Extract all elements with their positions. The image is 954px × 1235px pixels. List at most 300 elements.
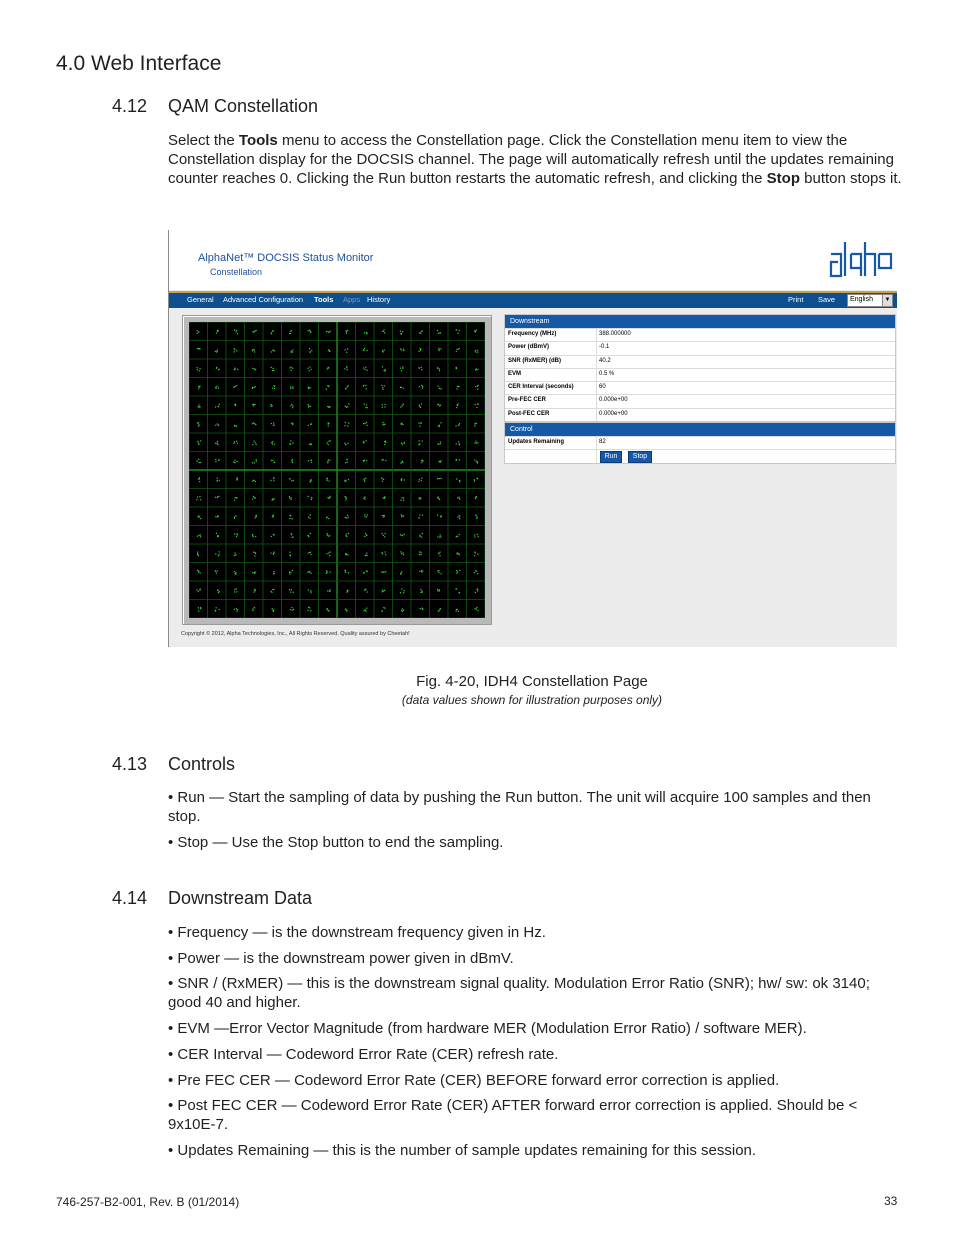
constellation-point <box>344 348 348 353</box>
constellation-point <box>290 367 294 371</box>
language-select[interactable] <box>847 294 893 307</box>
constellation-point <box>438 385 442 389</box>
constellation-point <box>456 348 460 352</box>
list-item: • EVM —Error Vector Magnitude (from hardware MER (Modulation Error Ratio) / software MER). <box>168 1020 807 1037</box>
constellation-point <box>437 330 441 334</box>
constellation-point <box>474 423 477 427</box>
constellation-point <box>382 590 386 593</box>
constellation-point <box>419 570 423 573</box>
constellation-point <box>236 477 238 480</box>
page-number: 33 <box>884 1194 898 1208</box>
constellation-point <box>197 422 200 426</box>
constellation-point <box>216 367 220 370</box>
constellation-point <box>252 386 256 389</box>
constellation-point <box>365 553 368 556</box>
constellation-point <box>455 588 460 593</box>
constellation-point <box>363 440 367 443</box>
constellation-point <box>198 516 202 520</box>
constellation-point <box>272 515 274 518</box>
constellation-point <box>456 478 460 482</box>
constellation-point <box>438 422 442 427</box>
constellation-point <box>289 440 293 445</box>
constellation-point <box>252 459 257 463</box>
constellation-point <box>363 459 367 462</box>
constellation-point <box>253 551 256 556</box>
nav-tools[interactable]: Tools <box>314 295 334 304</box>
constellation-point <box>326 517 329 519</box>
constellation-point <box>382 533 386 538</box>
constellation-point <box>401 442 405 445</box>
constellation-point <box>344 479 349 482</box>
table-row <box>505 394 895 407</box>
constellation-point <box>289 515 293 520</box>
constellation-point <box>383 496 386 499</box>
constellation-point <box>307 571 311 574</box>
constellation-point <box>400 551 404 555</box>
constellation-point <box>364 608 368 612</box>
constellation-point <box>420 589 423 593</box>
constellation-point <box>326 331 331 333</box>
constellation-point <box>400 497 404 501</box>
section-title: Controls <box>168 754 236 774</box>
constellation-point <box>382 349 385 352</box>
constellation-point <box>309 443 312 445</box>
constellation-point <box>270 552 275 555</box>
constellation-point <box>475 515 477 519</box>
language-value: English <box>850 296 873 303</box>
constellation-point <box>252 349 255 353</box>
constellation-point <box>308 460 312 463</box>
table-row <box>505 381 895 394</box>
alpha-logo-icon <box>829 240 893 278</box>
constellation-point <box>437 478 442 479</box>
constellation-display <box>189 322 485 618</box>
downstream-panel <box>504 314 896 422</box>
constellation-point <box>363 497 365 500</box>
list-item: • SNR / (RxMER) — this is the downstream signal quality. Modulation Error Ratio (SNR); hw/ sw: ok 3140; good 40 and higher. <box>168 975 870 1011</box>
constellation-point <box>197 552 199 557</box>
constellation-point <box>400 461 403 464</box>
page-heading: 4.0 Web Interface <box>56 52 222 75</box>
constellation-point <box>420 608 424 611</box>
constellation-point <box>400 387 404 389</box>
constellation-point <box>400 534 405 537</box>
figure-note: (data values shown for illustration purposes only) <box>401 693 663 707</box>
downstream-rows <box>505 328 895 421</box>
nav-general[interactable]: General <box>187 295 214 304</box>
constellation-point <box>326 570 331 574</box>
constellation-point <box>327 440 331 445</box>
constellation-point <box>474 441 478 444</box>
constellation-point <box>475 385 479 390</box>
constellation-point <box>234 533 238 537</box>
constellation-point <box>217 478 220 482</box>
figure-caption: Fig. 4-20, IDH4 Constellation Page <box>416 673 648 690</box>
constellation-point <box>272 608 275 612</box>
constellation-point <box>438 552 441 557</box>
constellation-point <box>307 366 311 371</box>
constellation-point <box>290 386 294 389</box>
constellation-point <box>308 514 311 518</box>
constellation-point <box>215 349 218 352</box>
constellation-point <box>198 477 200 482</box>
row-label: SNR (RxMER) (dB) <box>508 357 561 364</box>
row-value: 40.2 <box>599 357 611 364</box>
table-row <box>505 408 895 421</box>
constellation-point <box>234 348 238 352</box>
constellation-point <box>234 588 237 592</box>
row-value: 0.000e+00 <box>599 410 628 417</box>
constellation-point <box>438 348 441 351</box>
constellation-point <box>309 348 312 353</box>
constellation-point <box>198 404 201 407</box>
constellation-point <box>382 422 385 425</box>
row-label: Frequency (MHz) <box>508 331 557 337</box>
constellation-point <box>290 607 294 611</box>
constellation-point <box>474 329 477 332</box>
nav-apps[interactable]: Apps <box>343 295 361 304</box>
constellation-point <box>418 440 422 445</box>
constellation-point <box>196 588 200 592</box>
constellation-point <box>344 443 348 446</box>
table-row <box>505 436 895 449</box>
constellation-point <box>215 423 219 426</box>
constellation-point <box>382 515 385 518</box>
constellation-point <box>418 367 422 370</box>
row-value: 0.000e+00 <box>599 397 628 404</box>
constellation-point <box>400 571 402 574</box>
constellation-point <box>197 570 201 574</box>
constellation-point <box>197 348 201 350</box>
constellation-point <box>252 534 256 537</box>
constellation-point <box>234 515 237 519</box>
constellation-point <box>252 422 257 425</box>
constellation-point <box>400 367 404 372</box>
constellation-point <box>215 441 218 445</box>
list-item: • Power — is the downstream power given in dBmV. <box>168 950 514 967</box>
constellation-point <box>273 571 275 574</box>
constellation-point <box>327 367 330 370</box>
constellation-point <box>363 570 368 573</box>
constellation-point <box>307 533 311 537</box>
constellation-point <box>290 404 293 408</box>
constellation-point <box>419 330 423 334</box>
constellation-point <box>456 609 460 612</box>
constellation-point <box>271 404 273 407</box>
row-value: 0.5 % <box>599 370 615 377</box>
constellation-point <box>215 459 220 462</box>
stop-bold: Stop <box>766 169 800 187</box>
constellation-point <box>456 570 460 574</box>
nav-history[interactable]: History <box>367 295 391 304</box>
constellation-point <box>308 589 312 593</box>
constellation-point <box>364 478 367 482</box>
constellation-point <box>216 533 219 537</box>
constellation-point <box>456 552 459 555</box>
constellation-point <box>437 496 440 500</box>
constellation-point <box>345 385 349 390</box>
constellation-point <box>234 497 237 501</box>
constellation-point <box>456 403 459 408</box>
list-item: • Run — Start the sampling of data by pushing the Run button. The unit will acquire 100 samples and then stop. <box>168 789 871 825</box>
constellation-point <box>384 440 386 445</box>
app-header <box>169 230 897 290</box>
constellation-point <box>401 478 405 481</box>
constellation-point <box>327 533 331 537</box>
constellation-point <box>196 496 201 500</box>
constellation-point <box>437 570 442 574</box>
nav-bar <box>169 291 897 308</box>
app-subtitle: Constellation <box>210 267 263 277</box>
constellation-point <box>271 349 275 352</box>
row-label: Power (dBmV) <box>508 344 550 351</box>
constellation-point <box>474 478 478 482</box>
constellation-point <box>253 589 255 593</box>
constellation-point <box>272 385 275 389</box>
constellation-point <box>418 348 421 352</box>
constellation-point <box>456 459 460 461</box>
tools-bold: Tools <box>238 132 278 149</box>
constellation-point <box>475 350 479 353</box>
constellation-point <box>308 552 312 555</box>
constellation-point <box>233 460 237 464</box>
constellation-point <box>437 367 440 371</box>
row-label: CER Interval (seconds) <box>508 384 574 391</box>
constellation-point <box>381 477 384 482</box>
constellation-point <box>271 589 275 593</box>
constellation-point <box>327 459 330 463</box>
constellation-point <box>291 533 294 538</box>
constellation-point <box>308 496 313 500</box>
constellation-point <box>474 551 478 556</box>
constellation-point <box>234 329 238 334</box>
constellation-point <box>475 496 477 499</box>
constellation-point <box>328 422 330 426</box>
constellation-point <box>198 607 201 612</box>
constellation-point <box>363 348 368 351</box>
constellation-point <box>456 329 460 333</box>
constellation-point <box>401 423 404 425</box>
constellation-point <box>271 422 275 426</box>
constellation-point <box>364 589 367 593</box>
updates-remaining-value: 82 <box>599 439 606 445</box>
constellation-point <box>234 553 237 557</box>
constellation-point <box>439 460 442 463</box>
constellation-point <box>345 553 348 555</box>
constellation-point <box>419 403 422 408</box>
constellation-point <box>421 460 424 464</box>
constellation-point <box>455 423 460 426</box>
constellation-point <box>272 498 275 500</box>
constellation-point <box>381 607 385 612</box>
nav-save[interactable]: Save <box>818 295 836 304</box>
section-number: 4.14 <box>112 888 148 908</box>
constellation-point <box>456 367 457 369</box>
constellation-point <box>215 570 218 574</box>
row-label: Pre-FEC CER <box>508 397 547 404</box>
constellation-point <box>233 441 237 444</box>
constellation-point <box>252 330 257 333</box>
constellation-point <box>197 330 200 334</box>
constellation-point <box>345 330 348 334</box>
constellation-point <box>291 349 294 352</box>
constellation-point <box>234 404 236 406</box>
constellation-point <box>215 386 219 389</box>
constellation-point <box>252 571 256 574</box>
table-row <box>505 355 895 368</box>
constellation-point <box>437 535 441 538</box>
constellation-point <box>327 496 330 499</box>
constellation-point <box>252 441 257 446</box>
section-heading-qam <box>112 96 512 118</box>
constellation-point <box>270 477 274 481</box>
constellation-point <box>289 589 294 593</box>
constellation-point <box>307 607 311 612</box>
constellation-point <box>308 404 311 408</box>
constellation-point <box>271 441 275 445</box>
constellation-point <box>197 459 202 463</box>
constellation-point <box>474 570 479 574</box>
constellation-point <box>326 551 330 556</box>
control-buttons-row <box>505 449 895 463</box>
nav-print[interactable]: Print <box>788 295 804 304</box>
constellation-point <box>327 589 331 592</box>
constellation-point <box>252 480 256 482</box>
constellation-point <box>418 422 422 426</box>
constellation-point <box>216 330 219 334</box>
constellation-point <box>308 423 313 426</box>
list-item: • Stop — Use the Stop button to end the sampling. <box>168 834 504 851</box>
constellation-point <box>255 515 257 519</box>
constellation-point <box>363 367 368 371</box>
constellation-point <box>234 368 239 371</box>
list-item: • CER Interval — Codeword Error Rate (CER) refresh rate. <box>168 1046 559 1063</box>
constellation-point <box>345 515 349 519</box>
table-row <box>505 328 895 341</box>
constellation-point <box>328 349 331 352</box>
constellation-point <box>418 515 423 519</box>
constellation-point <box>345 459 348 463</box>
qam-description <box>168 132 903 188</box>
downstream-title: Downstream <box>505 315 895 328</box>
constellation-point <box>215 551 220 556</box>
constellation-point <box>419 533 423 538</box>
constellation-point <box>474 607 478 611</box>
constellation-point <box>346 533 350 537</box>
constellation-point <box>344 366 348 370</box>
constellation-point <box>456 534 460 538</box>
constellation-point <box>437 515 442 518</box>
constellation-point <box>289 570 293 575</box>
constellation-point <box>344 422 349 427</box>
constellation-point <box>345 609 348 612</box>
constellation-point <box>326 478 330 482</box>
constellation-point <box>345 496 347 501</box>
list-item: • Post FEC CER — Codeword Error Rate (CER) AFTER forward error correction is applied. Should be < 9x10E-7. <box>168 1097 858 1133</box>
constellation-point <box>400 588 405 593</box>
constellation-point <box>197 440 201 445</box>
constellation-point <box>381 551 386 555</box>
constellation-point <box>364 533 367 537</box>
section-heading-downstream <box>112 888 512 910</box>
constellation-point <box>308 387 311 390</box>
constellation-point <box>364 332 368 335</box>
constellation-point <box>197 367 201 371</box>
constellation-point <box>418 478 422 482</box>
constellation-point <box>197 534 201 537</box>
constellation-point <box>291 422 293 424</box>
constellation-point <box>344 570 349 574</box>
constellation-point <box>401 514 404 517</box>
control-panel <box>504 422 896 464</box>
constellation-point <box>474 459 478 463</box>
constellation-plot <box>189 322 485 618</box>
constellation-point <box>291 459 293 463</box>
text-run: menu to access the Constellation page. Click the Constellation menu item to view the Constellation display for the DOCSIS channel. The page will automatically refresh until the updates remaining counter reaches 0. Clicking the Run button restarts the automatic refresh, and clicking the <box>168 132 894 187</box>
nav-advanced-configuration[interactable]: Advanced Configuration <box>223 295 304 304</box>
copyright-text: Copyright © 2012, Alpha Technologies, Inc., All Rights Reserved. Quality assured by Cheetah! <box>181 631 410 637</box>
constellation-point <box>400 331 404 335</box>
constellation-point <box>347 590 349 593</box>
constellation-point <box>437 441 441 445</box>
stop-button[interactable]: Stop <box>628 451 652 463</box>
list-item: • Pre FEC CER — Codeword Error Rate (CER) BEFORE forward error correction is applied. <box>168 1072 780 1089</box>
constellation-point <box>252 607 255 611</box>
section-number: 4.12 <box>112 96 148 116</box>
constellation-point <box>475 404 479 408</box>
constellation-point <box>457 515 460 519</box>
constellation-point <box>234 425 237 427</box>
footer-doc-id: 746-257-B2-001, Rev. B (01/2014) <box>56 1195 240 1209</box>
constellation-point <box>363 385 367 390</box>
constellation-point <box>381 385 385 390</box>
constellation-point <box>437 404 441 407</box>
row-label: EVM <box>508 370 522 377</box>
row-value: 388.000000 <box>599 331 631 337</box>
constellation-point <box>271 330 274 334</box>
constellation-point <box>382 329 385 333</box>
text-run: Select the <box>168 132 239 149</box>
row-label: Post-FEC CER <box>508 410 550 417</box>
constellation-screenshot <box>168 230 897 647</box>
constellation-point <box>437 589 440 592</box>
chevron-down-icon: ▼ <box>882 295 892 306</box>
constellation-point <box>215 496 220 498</box>
constellation-point <box>401 608 404 612</box>
constellation-frame <box>182 315 492 625</box>
run-button[interactable]: Run <box>600 451 622 463</box>
constellation-point <box>382 366 386 371</box>
constellation-point <box>474 534 479 538</box>
constellation-point <box>271 460 275 463</box>
constellation-point <box>289 552 291 557</box>
app-title: AlphaNet™ DOCSIS Status Monitor <box>198 252 374 264</box>
section-title: QAM Constellation <box>168 96 319 116</box>
updates-remaining-label: Updates Remaining <box>508 439 565 445</box>
constellation-point <box>400 404 404 408</box>
constellation-point <box>400 348 404 351</box>
table-row <box>505 341 895 354</box>
constellation-point <box>234 571 237 575</box>
table-row <box>505 368 895 381</box>
constellation-point <box>382 459 387 461</box>
constellation-point <box>308 330 312 333</box>
constellation-point <box>271 534 275 537</box>
constellation-point <box>456 441 461 445</box>
constellation-point <box>215 607 220 611</box>
section-number: 4.13 <box>112 754 148 774</box>
constellation-point <box>233 385 237 388</box>
